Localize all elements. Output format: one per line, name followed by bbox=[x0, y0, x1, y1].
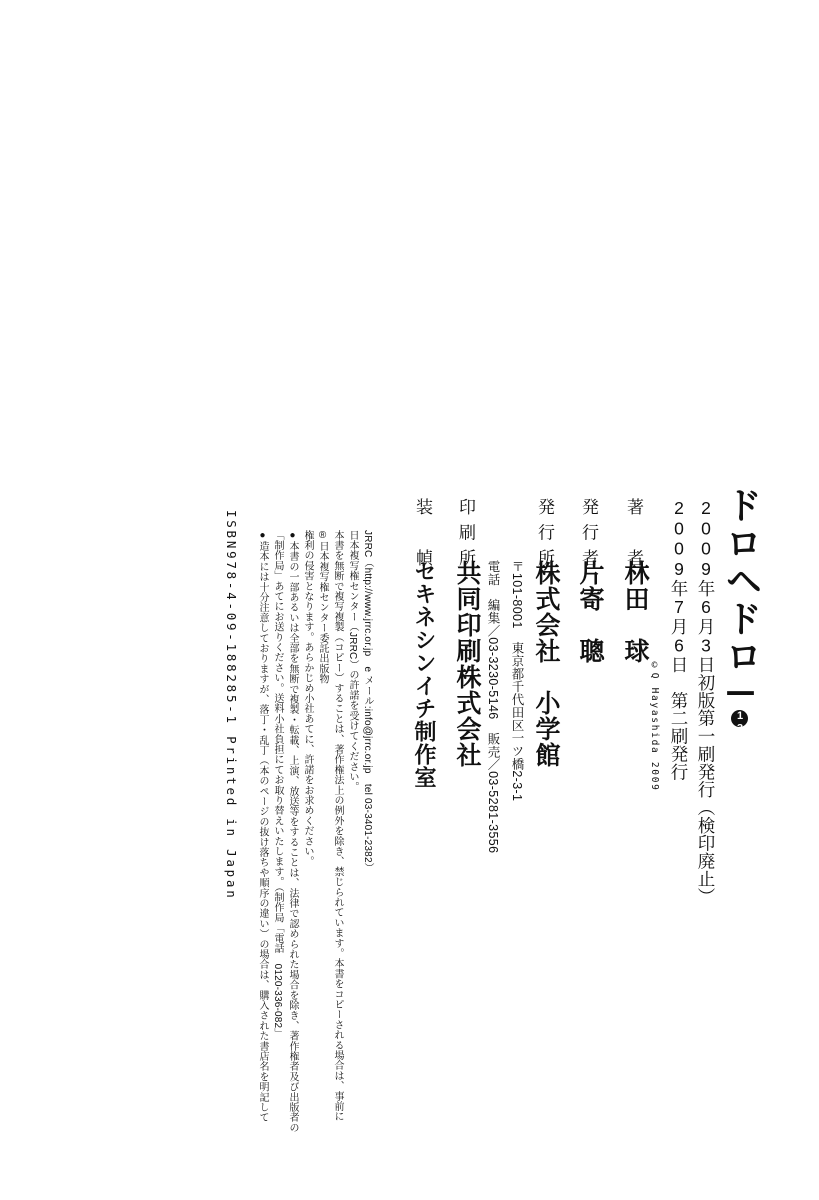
credit-value-publisher-person: 片寄 聰 bbox=[576, 560, 604, 664]
volume-badge: 13 bbox=[731, 710, 748, 727]
book-title bbox=[719, 486, 762, 736]
publisher-address: 〒101-8001 東京都千代田区一ツ橋2-3-1 bbox=[510, 560, 524, 802]
credit-value-author: 林田 球 bbox=[621, 560, 649, 664]
copyright-line: ©Q Hayashida 2009 bbox=[649, 660, 660, 792]
notice-line-2: 「制作局」あてにお送りください。送料小社負担にてお取り替えいたします。（制作局「電話 0120-336-082」 bbox=[272, 530, 283, 1039]
credit-label-design: 装 幀 bbox=[413, 498, 432, 575]
credit-label-author: 著 者 bbox=[624, 498, 643, 575]
credit-value-printer: 共同印刷株式会社 bbox=[453, 560, 481, 768]
notice-line-3: ●本書の一部あるいは全部を無断で複製・転載、上演、放送等をすることは、法律で認められた場合を除き、著作権者及び出版者の bbox=[287, 530, 298, 1133]
title-dash: — bbox=[723, 674, 758, 711]
notice-line-7: 日本複写権センター（JRRC）の許諾を受けてください。 bbox=[347, 530, 358, 793]
isbn-line: ISBN978-4-09-188285-1 Printed in Japan bbox=[224, 510, 239, 901]
second-printing-line: 2009年7月6日 第二刷発行 bbox=[669, 498, 689, 781]
notice-line-5: ®日本複写権センター委託出版物 bbox=[317, 530, 328, 684]
credit-value-design: セキネシンイチ制作室 bbox=[412, 560, 437, 789]
first-printing-line: 2009年6月3日初版第一刷発行（検印廃止） bbox=[696, 498, 716, 906]
credit-label-publisher: 発行所 bbox=[535, 498, 554, 575]
credit-value-publisher: 株式会社 小学館 bbox=[532, 560, 560, 768]
credit-label-printer: 印刷所 bbox=[456, 498, 475, 575]
notice-line-4: 権利の侵害となります。あらかじめ小社あてに、許諾をお求めください。 bbox=[302, 530, 313, 867]
book-title-text: ドロヘドロ bbox=[719, 486, 762, 675]
publisher-phone: 電話 編集／03-3230-5146 販売／03-5281-3556 bbox=[486, 560, 500, 854]
notice-line-1: ●造本には十分注意しておりますが、落丁・乱丁（本のページの抜け落ちや順序の違い）の場合は、購入された書店名を明記して bbox=[257, 530, 268, 1123]
notice-line-6: 本書を無断で複写複製（コピー）することは、著作権法上の例外を除き、禁じられています。本書をコピーされる場合は、事前に bbox=[332, 530, 343, 1122]
credit-label-publisher-person: 発行者 bbox=[579, 498, 598, 575]
notice-line-8: JRRC（http://www.jrrc.or.jp e メール:info@jrrc.or.jp tel 03-3401-2382） bbox=[362, 530, 373, 873]
